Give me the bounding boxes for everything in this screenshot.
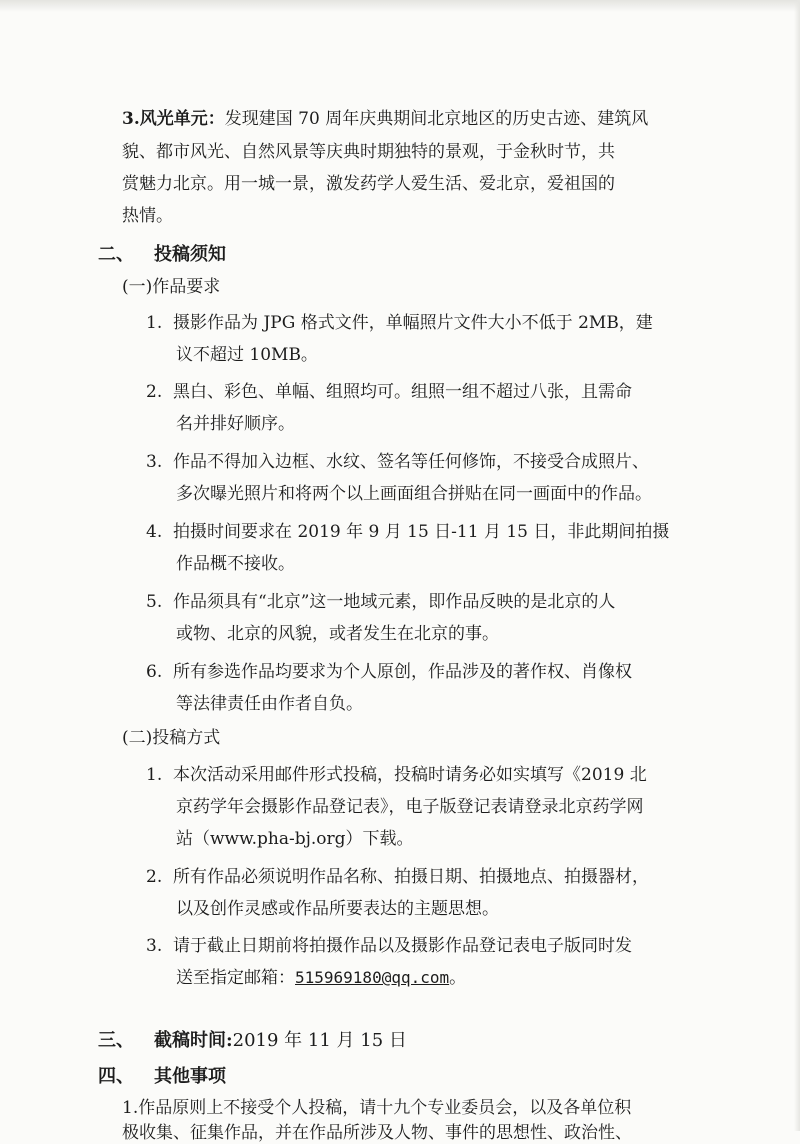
requirement-6-line-1: 6. 所有参选作品均要求为个人原创，作品涉及的著作权、肖像权 <box>146 662 633 682</box>
section-4-number: 四、 <box>98 1066 134 1087</box>
section-3-number: 三、 <box>98 1030 134 1051</box>
landscape-line-3: 赏魅力北京。用一城一景，激发药学人爱生活、爱北京，爱祖国的 <box>122 174 615 194</box>
submission-2-line-1: 2. 所有作品必须说明作品名称、拍摄日期、拍摄地点、拍摄器材， <box>146 867 650 887</box>
other-1-line-2: 极收集、征集作品，并在作品所涉及人物、事件的思想性、政治性、 <box>122 1123 632 1143</box>
subsection-1-title: (一)作品要求 <box>122 277 221 297</box>
requirement-2-line-2: 名并排好顺序。 <box>176 414 295 434</box>
section-2-heading <box>98 244 226 266</box>
landscape-line-2: 貌、都市风光、自然风景等庆典时期独特的景观，于金秋时节，共 <box>122 142 615 162</box>
requirement-5-line-1: 5. 作品须具有“北京”这一地域元素，即作品反映的是北京的人 <box>146 592 616 612</box>
scan-edge-right <box>794 0 800 1131</box>
scan-edge-top <box>0 0 800 12</box>
subsection-2-title: (二)投稿方式 <box>122 728 221 748</box>
requirement-2-line-1: 2. 黑白、彩色、单幅、组照均可。组照一组不超过八张，且需命 <box>146 382 633 402</box>
section-3-heading <box>98 1030 407 1052</box>
section-3-value: 2019 年 11 月 15 日 <box>232 1030 407 1051</box>
requirement-3-line-2: 多次曝光照片和将两个以上画面组合拼贴在同一画面中的作品。 <box>176 484 652 504</box>
section-4-title: 其他事项 <box>154 1066 226 1087</box>
submission-3-line-2: 送至指定邮箱：515969180@qq.com。 <box>176 968 467 988</box>
requirement-1-line-1: 1. 摄影作品为 JPG 格式文件，单幅照片文件大小不低于 2MB，建 <box>146 313 653 333</box>
submission-3-line-1: 3. 请于截止日期前将拍摄作品以及摄影作品登记表电子版同时发 <box>146 936 633 956</box>
requirement-3-line-1: 3. 作品不得加入边框、水纹、签名等任何修饰，不接受合成照片、 <box>146 452 650 472</box>
submission-2-line-2: 以及创作灵感或作品所要表达的主题思想。 <box>176 899 499 919</box>
other-1-line-1: 1.作品原则上不接受个人投稿，请十九个专业委员会，以及各单位积 <box>122 1098 632 1118</box>
requirement-6-line-2: 等法律责任由作者自负。 <box>176 694 363 714</box>
landscape-label: 3.风光单元： <box>122 109 225 129</box>
landscape-line-4: 热情。 <box>122 206 173 226</box>
landscape-line-1: 3.风光单元：发现建国 70 周年庆典期间北京地区的历史古迹、建筑风 <box>122 109 649 129</box>
section-2-number: 二、 <box>98 244 134 265</box>
section-3-title: 截稿时间: <box>154 1030 233 1051</box>
section-4-heading <box>98 1066 226 1088</box>
requirement-1-line-2: 议不超过 10MB。 <box>176 345 318 365</box>
requirement-5-line-2: 或物、北京的风貌，或者发生在北京的事。 <box>176 624 499 644</box>
submission-1-line-3: 站（www.pha-bj.org）下载。 <box>176 829 414 849</box>
submission-email: 515969180@qq.com <box>295 968 450 987</box>
section-2-title: 投稿须知 <box>154 244 226 265</box>
submission-1-line-1: 1. 本次活动采用邮件形式投稿，投稿时请务必如实填写《2019 北 <box>146 765 647 785</box>
requirement-4-line-2: 作品概不接收。 <box>176 554 295 574</box>
requirement-4-line-1: 4. 拍摄时间要求在 2019 年 9 月 15 日-11 月 15 日，非此期间拍摄 <box>146 522 670 542</box>
submission-1-line-2: 京药学年会摄影作品登记表》，电子版登记表请登录北京药学网 <box>176 797 644 817</box>
